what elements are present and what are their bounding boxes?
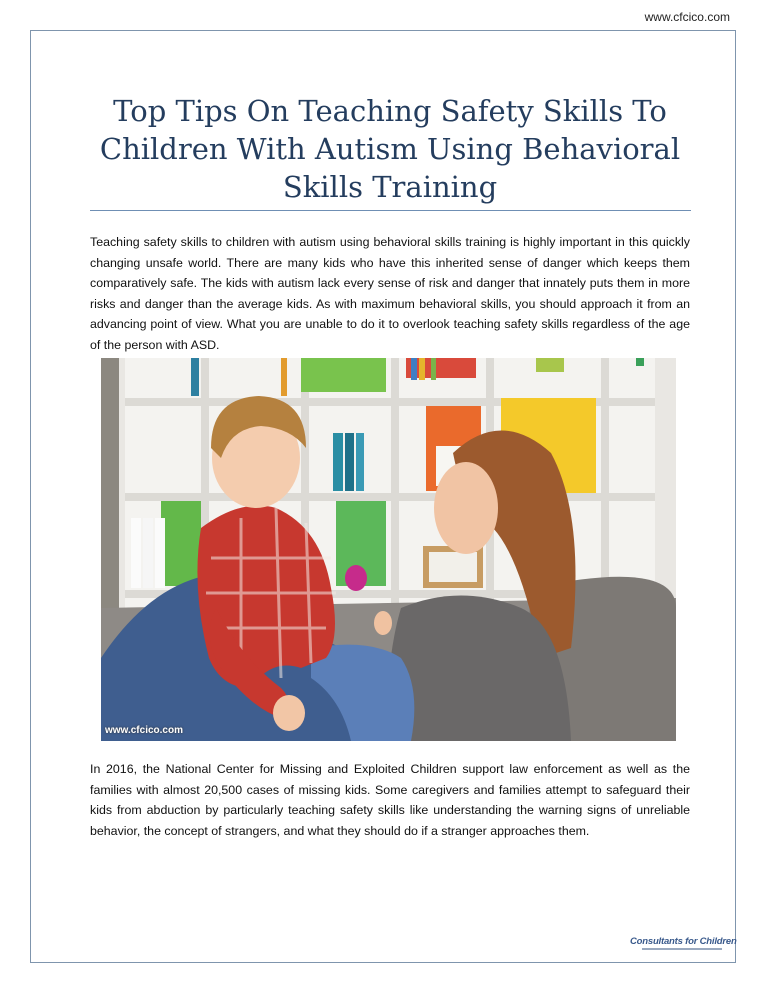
intro-paragraph: Teaching safety skills to children with autism using behavioral skills training is highly important in this quickly changing unsafe world. There are many kids who have this inherited sense of danger which keeps them comparatively safe. The kids with autism lack every sense of risk and danger that innately puts them in more risks and danger than the average kids. As with maximum behavioral skills, you should approach it from an advancing point of view. What you are unable to do it to overlook teaching safety skills regardless of the age of the person with ASD. [90,235,690,352]
consultants-for-children-logo [630,936,737,952]
title-divider [90,210,691,211]
logo-text: Consultants for Children [630,936,737,947]
article-photo [101,358,676,741]
photo-watermark: www.cfcico.com [105,725,183,736]
logo-underline [642,948,722,950]
article-title: Top Tips On Teaching Safety Skills To Children With Autism Using Behavioral Skills Training [99,94,681,204]
statistics-paragraph: In 2016, the National Center for Missing and Exploited Children support law enforcement as well as the families with almost 20,500 cases of missing kids. Some caregivers and families attempt to safeguard their kids from abduction by particularly teaching safety skills like understanding the warning signs of unreliable behavior, the concept of strangers, and what they should do if a stranger approaches them. [90,762,690,838]
site-url[interactable]: www.cfcico.com [644,10,730,24]
photo-illustration [101,358,676,741]
